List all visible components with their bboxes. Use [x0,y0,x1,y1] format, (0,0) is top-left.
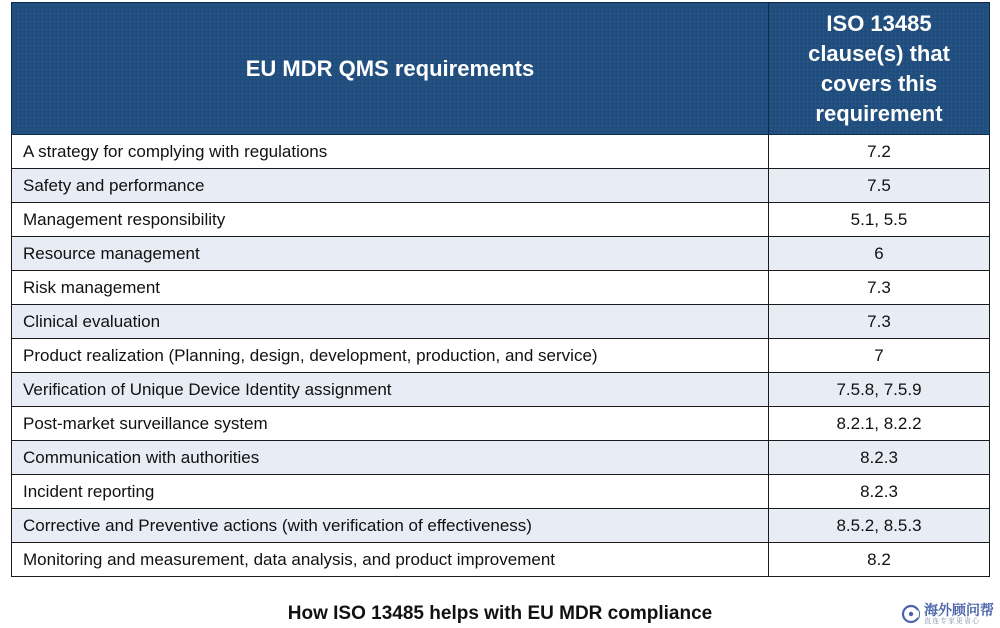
row-clause: 8.5.2, 8.5.3 [769,509,990,543]
row-clause: 8.2.3 [769,475,990,509]
table-row [12,271,990,305]
row-requirement: Risk management [12,271,769,305]
watermark-logo-icon [901,604,921,624]
row-requirement: Post-market surveillance system [12,407,769,441]
row-requirement: Resource management [12,237,769,271]
table-row [12,203,990,237]
requirements-table-container [11,2,990,577]
table-row [12,407,990,441]
row-requirement: A strategy for complying with regulations [12,135,769,169]
table-row [12,339,990,373]
table-row [12,169,990,203]
row-clause: 6 [769,237,990,271]
row-clause: 8.2 [769,543,990,577]
row-requirement: Verification of Unique Device Identity assignment [12,373,769,407]
figure-caption: How ISO 13485 helps with EU MDR compliance [287,603,713,624]
row-clause: 7.5 [769,169,990,203]
row-clause: 7.3 [769,305,990,339]
requirements-table [11,2,990,577]
table-row [12,135,990,169]
watermark-main: 海外顾问帮 [924,602,994,618]
table-row [12,237,990,271]
header-requirement: EU MDR QMS requirements [12,3,769,135]
row-clause: 7 [769,339,990,373]
row-requirement: Management responsibility [12,203,769,237]
row-clause: 8.2.1, 8.2.2 [769,407,990,441]
row-requirement: Clinical evaluation [12,305,769,339]
watermark-sub: 直连专家更省心 [924,618,980,625]
row-requirement: Incident reporting [12,475,769,509]
row-requirement: Corrective and Preventive actions (with verification of effectiveness) [12,509,769,543]
watermark [901,603,994,625]
row-requirement: Product realization (Planning, design, development, production, and service) [12,339,769,373]
row-clause: 8.2.3 [769,441,990,475]
row-requirement: Safety and performance [12,169,769,203]
table-row [12,475,990,509]
header-clause-line: covers this [820,70,938,96]
row-requirement: Monitoring and measurement, data analysis, and product improvement [12,543,769,577]
table-row [12,305,990,339]
row-requirement: Communication with authorities [12,441,769,475]
header-clause-line: ISO 13485 [826,10,932,36]
table-row [12,509,990,543]
table-row [12,543,990,577]
row-clause: 7.5.8, 7.5.9 [769,373,990,407]
header-clause-line: clause(s) that [808,40,950,66]
header-clause [769,3,990,135]
row-clause: 5.1, 5.5 [769,203,990,237]
table-row [12,441,990,475]
header-clause-line: requirement [815,100,943,126]
watermark-text [924,603,994,625]
row-clause: 7.3 [769,271,990,305]
table-row [12,373,990,407]
row-clause: 7.2 [769,135,990,169]
table-header-row [12,3,990,135]
